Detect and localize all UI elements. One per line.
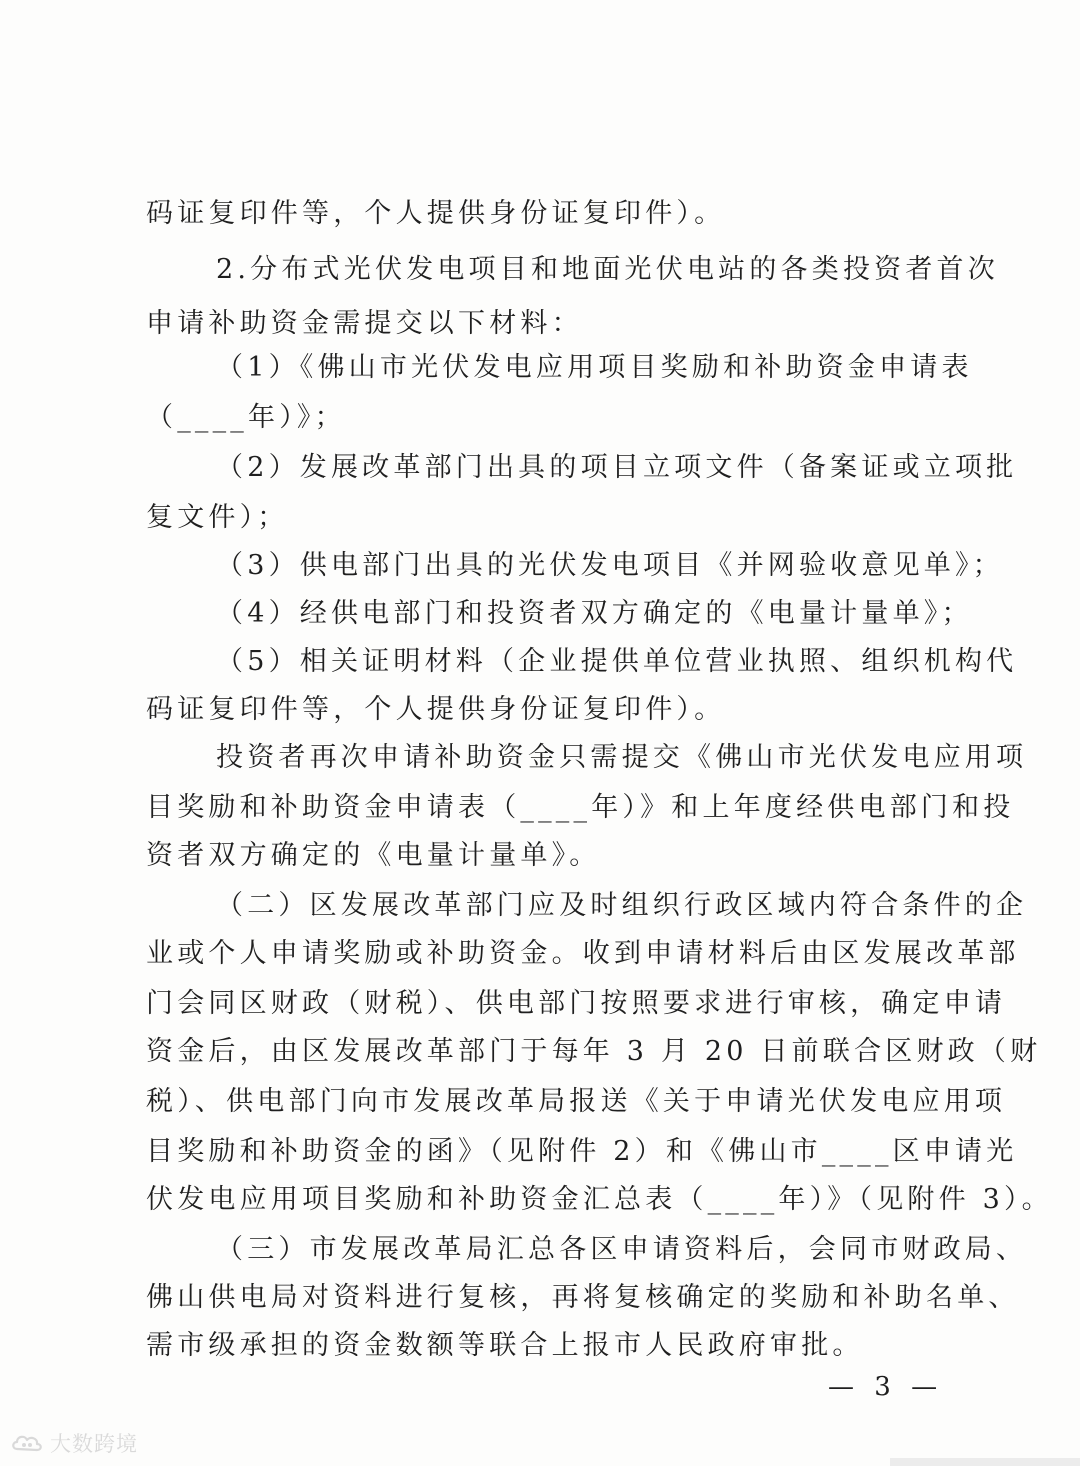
watermark-text: 大数跨境: [50, 1432, 138, 1456]
document-line: 目奖励和补助资金的函》（见附件 2）和《佛山市____区申请光: [146, 1136, 1018, 1167]
document-line: （3）供电部门出具的光伏发电项目《并网验收意见单》；: [216, 550, 1004, 581]
document-line: 需市级承担的资金数额等联合上报市人民政府审批。: [146, 1330, 864, 1361]
document-line: 税）、供电部门向市发展改革局报送《关于申请光伏发电应用项: [146, 1086, 1007, 1117]
document-line: 复文件）；: [146, 502, 289, 533]
document-line: 资者双方确定的《电量计量单》。: [146, 840, 601, 871]
document-line: 2.分布式光伏发电项目和地面光伏电站的各类投资者首次: [216, 254, 999, 285]
document-line: （1）《佛山市光伏发电应用项目奖励和补助资金申请表: [216, 352, 973, 383]
document-line: 资金后，由区发展改革部门于每年 3 月 20 日前联合区财政（财: [146, 1036, 1042, 1067]
document-line: （4）经供电部门和投资者双方确定的《电量计量单》；: [216, 598, 973, 629]
document-line: 码证复印件等，个人提供身份证复印件）。: [146, 198, 726, 229]
page-number: — 3 —: [828, 1372, 944, 1402]
document-line: （2）发展改革部门出具的项目立项文件（备案证或立项批: [216, 452, 1018, 483]
document-line: 门会同区财政（财税）、供电部门按照要求进行审核，确定申请: [146, 988, 1007, 1019]
watermark: [10, 1428, 138, 1458]
document-line: （二）区发展改革部门应及时组织行政区域内符合条件的企: [216, 890, 1028, 921]
bottom-edge-mark: [890, 1458, 1080, 1466]
cloud-logo-icon: [10, 1430, 44, 1456]
document-line: 业或个人申请奖励或补助资金。收到申请材料后由区发展改革部: [146, 938, 1020, 969]
document-line: 申请补助资金需提交以下材料：: [146, 308, 583, 339]
document-line: （三）市发展改革局汇总各区申请资料后，会同市财政局、: [216, 1234, 1028, 1265]
document-line: 佛山供电局对资料进行复核，再将复核确定的奖励和补助名单、: [146, 1282, 1020, 1313]
document-line: 投资者再次申请补助资金只需提交《佛山市光伏发电应用项: [216, 742, 1028, 773]
document-line: 目奖励和补助资金申请表（____年）》和上年度经供电部门和投: [146, 792, 1015, 823]
document-line: 码证复印件等，个人提供身份证复印件）。: [146, 694, 726, 725]
document-line: （5）相关证明材料（企业提供单位营业执照、组织机构代: [216, 646, 1018, 677]
document-line: （____年）》；: [146, 402, 346, 433]
document-line: 伏发电应用项目奖励和补助资金汇总表（____年）》（见附件 3）。: [146, 1184, 1053, 1215]
